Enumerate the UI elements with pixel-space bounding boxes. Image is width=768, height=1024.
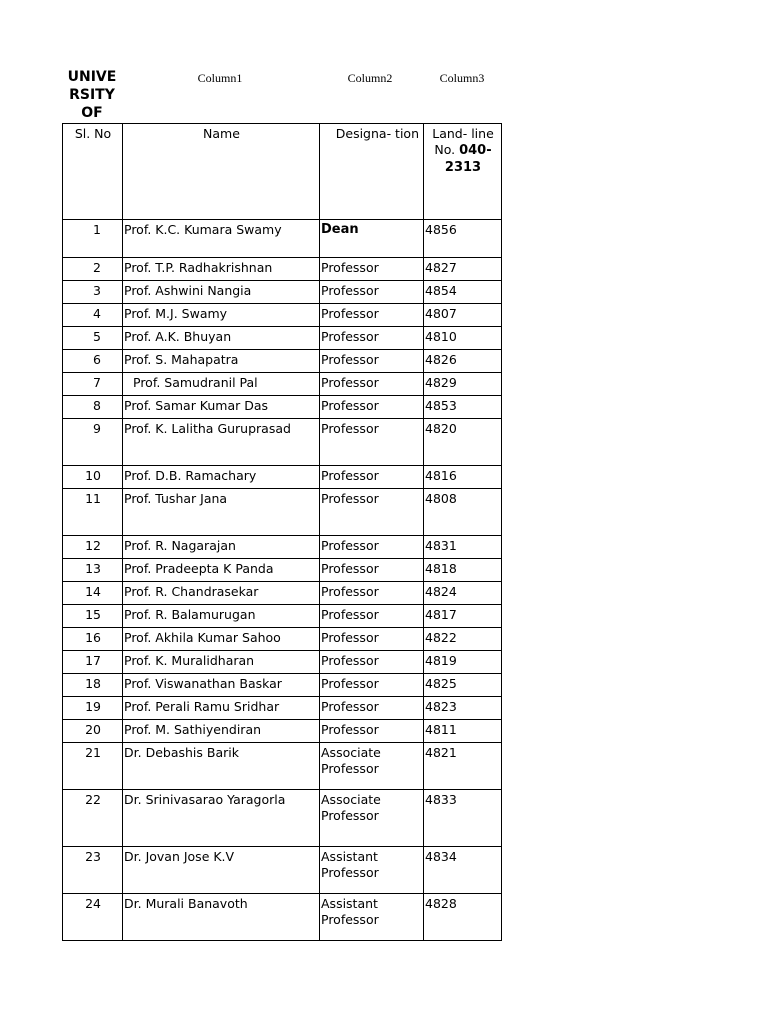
row-designation: Professor: [320, 419, 424, 466]
table-row: [63, 674, 502, 697]
row-landline-ext: 4823: [424, 697, 502, 720]
column1-label: Column1: [197, 71, 243, 85]
row-designation: Professor: [320, 373, 424, 396]
row-designation: Professor: [320, 281, 424, 304]
row-designation: Professor: [320, 605, 424, 628]
row-sl-no: 2: [63, 258, 123, 281]
row-designation: Professor: [320, 536, 424, 559]
row-sl-no: 1: [63, 220, 123, 258]
row-landline-ext: 4824: [424, 582, 502, 605]
row-designation: Professor: [320, 258, 424, 281]
row-name: Prof. K.C. Kumara Swamy: [123, 220, 320, 258]
row-designation: Professor: [320, 327, 424, 350]
row-designation: Assistant Professor: [320, 894, 424, 941]
table-row: [63, 489, 502, 536]
row-name: Prof. Samudranil Pal: [123, 373, 320, 396]
row-sl-no: 24: [63, 894, 123, 941]
row-landline-ext: 4807: [424, 304, 502, 327]
row-name: Prof. R. Chandrasekar: [123, 582, 320, 605]
table-row: [63, 628, 502, 651]
row-name: Prof. D.B. Ramachary: [123, 466, 320, 489]
row-sl-no: 5: [63, 327, 123, 350]
row-designation: Professor: [320, 697, 424, 720]
row-name: Prof. M.J. Swamy: [123, 304, 320, 327]
row-designation: Professor: [320, 489, 424, 536]
row-sl-no: 4: [63, 304, 123, 327]
table-row: [63, 790, 502, 847]
row-sl-no: 6: [63, 350, 123, 373]
row-name: Prof. A.K. Bhuyan: [123, 327, 320, 350]
column3-label: Column3: [439, 71, 485, 85]
row-landline-ext: 4854: [424, 281, 502, 304]
header-name: Name: [123, 124, 320, 220]
row-landline-ext: 4822: [424, 628, 502, 651]
row-sl-no: 12: [63, 536, 123, 559]
table-body: [63, 220, 502, 941]
table-row: [63, 720, 502, 743]
row-name: Dr. Debashis Barik: [123, 743, 320, 790]
row-name: Prof. R. Nagarajan: [123, 536, 320, 559]
row-designation: Professor: [320, 559, 424, 582]
row-name: Prof. Tushar Jana: [123, 489, 320, 536]
row-sl-no: 18: [63, 674, 123, 697]
table-row: [63, 582, 502, 605]
row-name: Prof. T.P. Radhakrishnan: [123, 258, 320, 281]
table-row: [63, 281, 502, 304]
row-landline-ext: 4817: [424, 605, 502, 628]
row-name: Prof. Pradeepta K Panda: [123, 559, 320, 582]
row-sl-no: 11: [63, 489, 123, 536]
table-row: [63, 258, 502, 281]
header-landline: [424, 124, 502, 220]
row-landline-ext: 4818: [424, 559, 502, 582]
row-designation: Professor: [320, 651, 424, 674]
row-sl-no: 20: [63, 720, 123, 743]
row-designation: Professor: [320, 396, 424, 419]
row-designation: Professor: [320, 628, 424, 651]
table-row: [63, 373, 502, 396]
table-row: [63, 651, 502, 674]
table-row: [63, 536, 502, 559]
row-designation: Professor: [320, 304, 424, 327]
table-row: [63, 327, 502, 350]
row-name: Prof. Akhila Kumar Sahoo: [123, 628, 320, 651]
row-sl-no: 17: [63, 651, 123, 674]
row-designation: Professor: [320, 720, 424, 743]
row-sl-no: 10: [63, 466, 123, 489]
row-name: Prof. R. Balamurugan: [123, 605, 320, 628]
row-name: Prof. K. Lalitha Guruprasad: [123, 419, 320, 466]
row-name: Prof. M. Sathiyendiran: [123, 720, 320, 743]
row-designation: Professor: [320, 350, 424, 373]
row-landline-ext: 4825: [424, 674, 502, 697]
row-name: Dr. Srinivasarao Yaragorla: [123, 790, 320, 847]
header-landline-code2: 2313: [444, 160, 482, 175]
faculty-table: [62, 123, 502, 941]
row-designation: Professor: [320, 582, 424, 605]
table-row: [63, 419, 502, 466]
row-sl-no: 23: [63, 847, 123, 894]
row-landline-ext: 4826: [424, 350, 502, 373]
table-row: [63, 847, 502, 894]
row-landline-ext: 4853: [424, 396, 502, 419]
row-landline-ext: 4820: [424, 419, 502, 466]
table-row: [63, 743, 502, 790]
row-name: Prof. Ashwini Nangia: [123, 281, 320, 304]
row-sl-no: 9: [63, 419, 123, 466]
row-landline-ext: 4856: [424, 220, 502, 258]
table-header-row: [63, 124, 502, 220]
row-sl-no: 16: [63, 628, 123, 651]
row-designation: Professor: [320, 466, 424, 489]
row-name: Dr. Jovan Jose K.V: [123, 847, 320, 894]
row-landline-ext: 4829: [424, 373, 502, 396]
row-landline-ext: 4831: [424, 536, 502, 559]
row-name: Prof. Viswanathan Baskar: [123, 674, 320, 697]
table-row: [63, 396, 502, 419]
row-landline-ext: 4827: [424, 258, 502, 281]
row-sl-no: 21: [63, 743, 123, 790]
column2-label: Column2: [347, 71, 393, 85]
table-row: [63, 894, 502, 941]
table-row: [63, 559, 502, 582]
table-row: [63, 350, 502, 373]
row-name: Prof. S. Mahapatra: [123, 350, 320, 373]
row-designation: Dean: [320, 220, 424, 258]
row-designation: Associate Professor: [320, 790, 424, 847]
table-row: [63, 605, 502, 628]
row-sl-no: 8: [63, 396, 123, 419]
row-landline-ext: 4816: [424, 466, 502, 489]
row-landline-ext: 4810: [424, 327, 502, 350]
row-designation: Assistant Professor: [320, 847, 424, 894]
university-title: UNIVE RSITY OF: [67, 69, 117, 121]
row-designation: Professor: [320, 674, 424, 697]
row-sl-no: 7: [63, 373, 123, 396]
row-landline-ext: 4828: [424, 894, 502, 941]
row-sl-no: 14: [63, 582, 123, 605]
row-name: Dr. Murali Banavoth: [123, 894, 320, 941]
row-name: Prof. Samar Kumar Das: [123, 396, 320, 419]
row-designation: Associate Professor: [320, 743, 424, 790]
row-sl-no: 13: [63, 559, 123, 582]
table-row: [63, 697, 502, 720]
row-landline-ext: 4808: [424, 489, 502, 536]
row-landline-ext: 4819: [424, 651, 502, 674]
table-row: [63, 304, 502, 327]
row-sl-no: 3: [63, 281, 123, 304]
header-landline-code: 040-: [459, 143, 492, 158]
table-row: [63, 220, 502, 258]
table-row: [63, 466, 502, 489]
header-landline-no: No.: [434, 142, 456, 157]
row-landline-ext: 4821: [424, 743, 502, 790]
header-landline-line1: Land- line: [432, 126, 494, 141]
row-landline-ext: 4833: [424, 790, 502, 847]
row-landline-ext: 4811: [424, 720, 502, 743]
row-sl-no: 19: [63, 697, 123, 720]
row-sl-no: 22: [63, 790, 123, 847]
row-name: Prof. K. Muralidharan: [123, 651, 320, 674]
row-landline-ext: 4834: [424, 847, 502, 894]
row-sl-no: 15: [63, 605, 123, 628]
header-designation: Designa- tion: [320, 124, 424, 220]
row-name: Prof. Perali Ramu Sridhar: [123, 697, 320, 720]
header-sl-no: Sl. No: [63, 124, 123, 220]
